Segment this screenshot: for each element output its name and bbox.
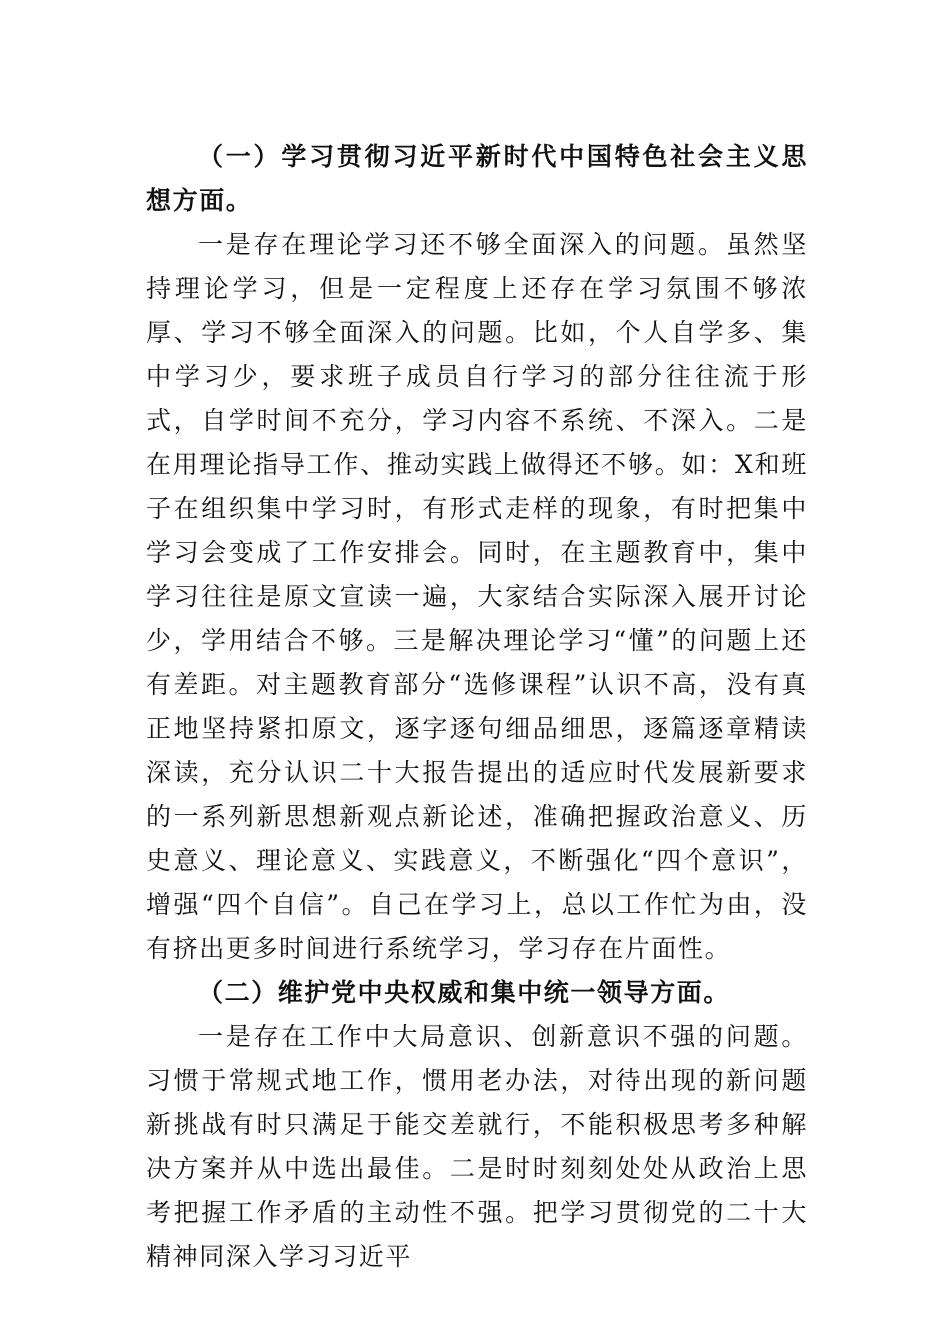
body-paragraph-1: 一是存在理论学习还不够全面深入的问题。虽然坚持理论学习，但是一定程度上还存在学习氛围不够浓厚、学习不够全面深入的问题。比如，个人自学多、集中学习少，要求班子成员自行学习的部分往往流于形式，自学时间不充分，学习内容不系统、不深入。二是在用理论指导工作、推动实践上做得还不够。如：X和班子在组织集中学习时，有形式走样的现象，有时把集中学习会变成了工作安排会。同时，在主题教育中，集中学习往往是原文宣读一遍，大家结合实际深入展开讨论少，学用结合不够。三是解决理论学习“懂”的问题上还有差距。对主题教育部分“选修课程”认识不高，没有真正地坚持紧扣原文，逐字逐句细品细思，逐篇逐章精读深读，充分认识二十大报告提出的适应时代发展新要求的一系列新思想新观点新论述，准确把握政治意义、历史意义、理论意义、实践意义，不断强化“四个意识”，增强“四个自信”。自己在学习上，总以工作忙为由，没有挤出更多时间进行系统学习，学习存在片面性。 [146,230,808,963]
body-paragraph-2: 一是存在工作中大局意识、创新意识不强的问题。习惯于常规式地工作，惯用老办法，对待出现的新问题新挑战有时只满足于能交差就行，不能积极思考多种解决方案并从中选出最佳。二是时时刻刻处处从政治上思考把握工作矛盾的主动性不强。把学习贯彻党的二十大精神同深入学习习近平 [146,1022,808,1271]
section-heading-1: （一）学习贯彻习近平新时代中国特色社会主义思想方面。 [146,142,808,215]
section-heading-2: （二）维护党中央权威和集中统一领导方面。 [198,978,731,1007]
